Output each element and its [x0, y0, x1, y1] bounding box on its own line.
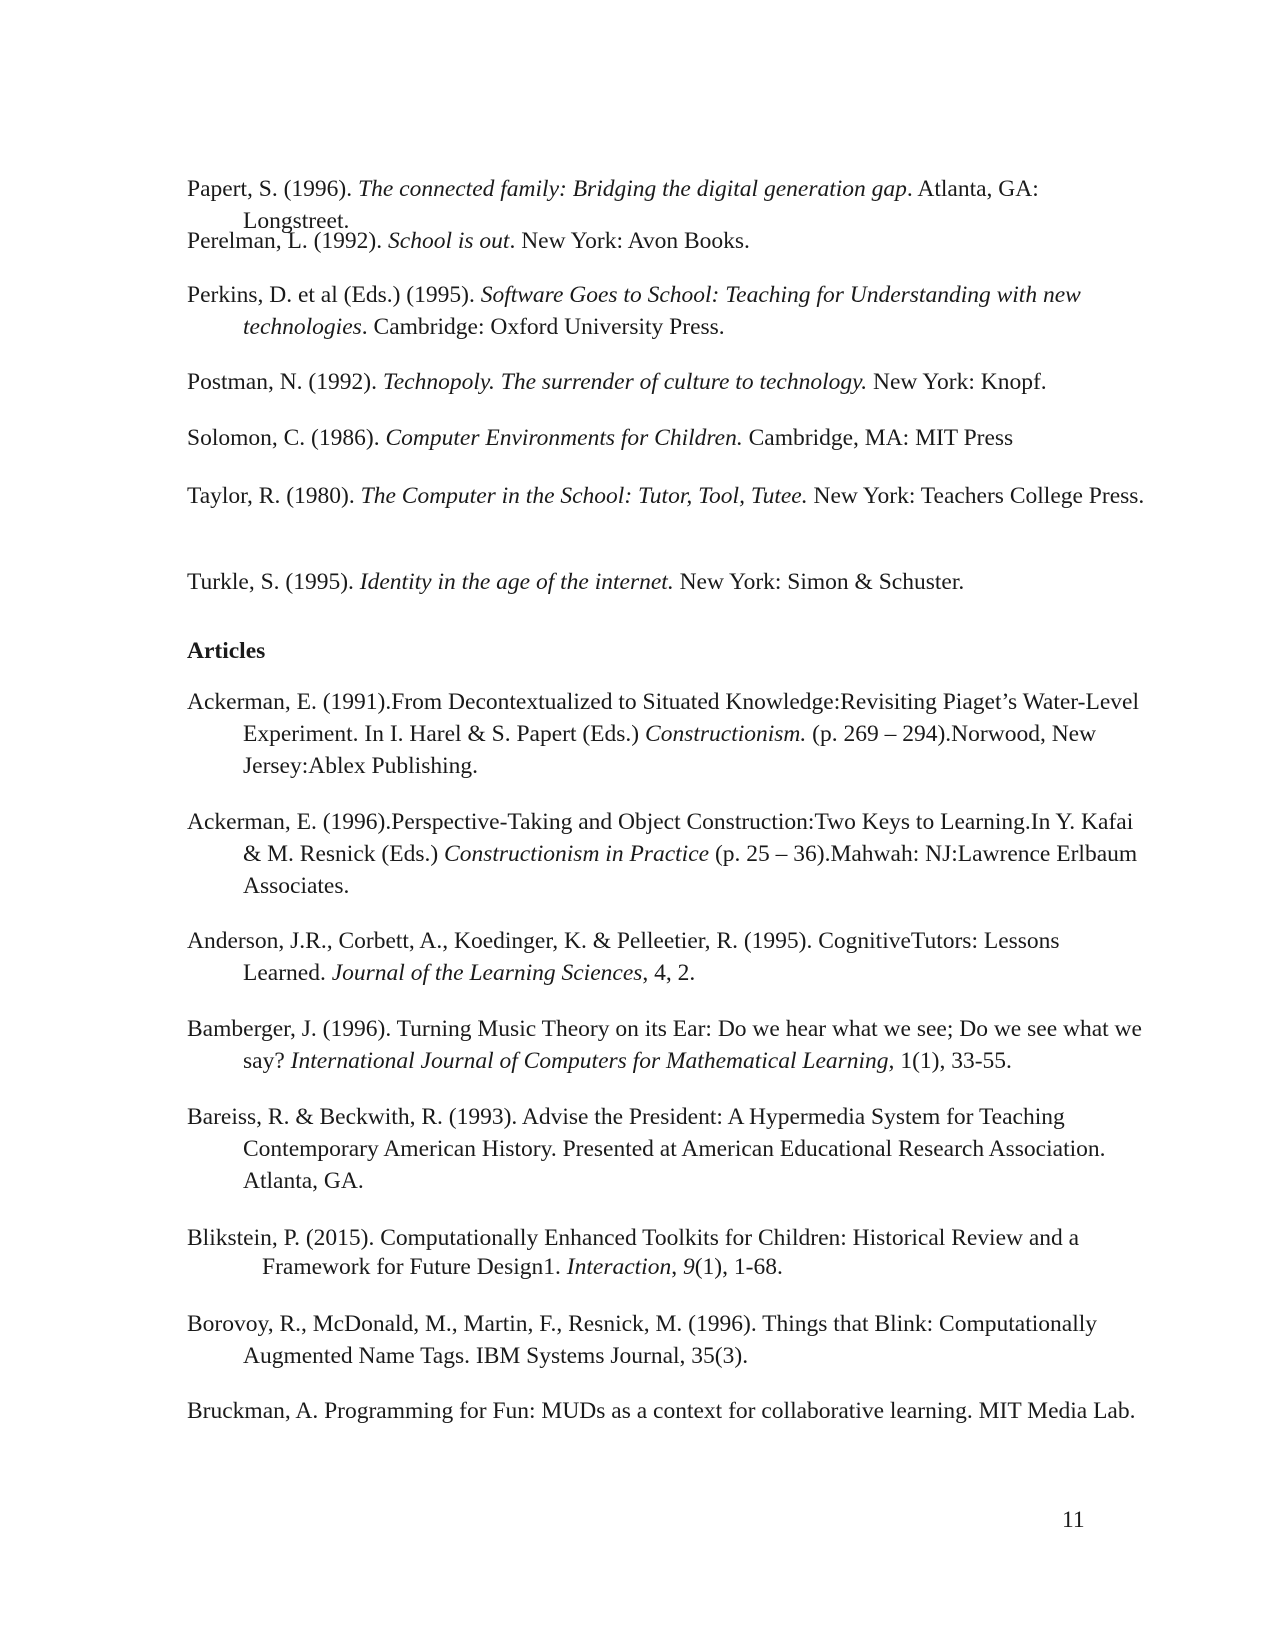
reference-title: Constructionism. — [645, 721, 807, 747]
reference-text: New York: Simon & Schuster. — [673, 569, 965, 595]
reference-title: Identity in the age of the internet. — [359, 569, 674, 595]
reference-text: 1(1), 33-55. — [894, 1048, 1012, 1074]
reference-text: Solomon, C. (1986). — [187, 425, 386, 451]
reference-text: . Atlanta, GA: Longstreet. — [243, 176, 1039, 234]
page-number: 11 — [1062, 1507, 1085, 1533]
reference-text: Cambridge, MA: MIT Press — [742, 425, 1014, 451]
reference-entry — [187, 422, 1148, 454]
reference-entry — [187, 1013, 1148, 1077]
reference-text: Borovoy, R., McDonald, M., Martin, F., Resnick, M. (1996). Things that Blink: Computationally Augmented Name Tags. IBM Systems Journal, 35(3). — [187, 1311, 1098, 1369]
reference-text: (p. 269 – 294).Norwood, New Jersey:Ablex Publishing. — [243, 721, 1097, 779]
reference-entry — [187, 1101, 1148, 1197]
reference-text: . New York: Avon Books. — [509, 228, 750, 254]
reference-volume: 9 — [682, 1254, 695, 1280]
reference-text: Bamberger, J. (1996). Turning Music Theory on its Ear: Do we hear what we see; Do we see what we say? — [187, 1016, 1142, 1074]
reference-entry — [187, 279, 1148, 343]
reference-text: Bruckman, A. Programming for Fun: MUDs as a context for collaborative learning. MIT Media Lab. — [187, 1398, 1136, 1424]
reference-title: The connected family: Bridging the digital generation gap — [358, 176, 907, 202]
reference-text: Papert, S. (1996). — [187, 176, 359, 202]
reference-title: Technopoly. The surrender of culture to technology. — [382, 369, 868, 395]
reference-title: The Computer in the School: Tutor, Tool, Tutee. — [360, 483, 808, 509]
reference-entry — [187, 480, 1148, 512]
reference-title: Journal of the Learning Sciences — [331, 960, 643, 986]
reference-title: Software Goes to School: Teaching for Understanding with new technologies — [243, 282, 1081, 340]
reference-text: Perelman, L. (1992). — [187, 228, 389, 254]
reference-text: New York: Knopf. — [867, 369, 1047, 395]
reference-text: Postman, N. (1992). — [187, 369, 383, 395]
reference-text: . Cambridge: Oxford University Press. — [361, 314, 725, 340]
reference-entry — [187, 686, 1148, 782]
reference-entry — [187, 925, 1148, 989]
reference-title: International Journal of Computers for Mathematical Learning, — [290, 1048, 895, 1074]
reference-text: Taylor, R. (1980). — [187, 483, 361, 509]
reference-entry — [187, 1224, 1167, 1282]
reference-text: Turkle, S. (1995). — [187, 569, 360, 595]
reference-title: Computer Environments for Children. — [385, 425, 743, 451]
reference-text: , — [671, 1254, 683, 1280]
reference-entry — [187, 806, 1148, 902]
reference-entry — [187, 1308, 1148, 1372]
reference-text: (1), 1-68. — [694, 1254, 783, 1280]
reference-text: Anderson, J.R., Corbett, A., Koedinger, K. & Pelleetier, R. (1995). CognitiveTutors: Lessons Learned. — [187, 928, 1060, 986]
reference-text: Perkins, D. et al (Eds.) (1995). — [187, 282, 481, 308]
reference-text: (p. 25 – 36).Mahwah: NJ:Lawrence Erlbaum Associates. — [243, 841, 1138, 899]
reference-text: Blikstein, P. (2015). Computationally Enhanced Toolkits for Children: Historical Review and a Framework for Future Design1. — [187, 1225, 1080, 1280]
reference-text: Ackerman, E. (1996).Perspective-Taking and Object Construction:Two Keys to Learning.In Y. Kafai & M. Resnick (Eds.) — [187, 809, 1134, 867]
section-heading-articles: Articles — [187, 638, 266, 664]
reference-entry — [187, 1395, 1148, 1427]
reference-entry — [187, 366, 1148, 398]
reference-text: Ackerman, E. (1991).From Decontextualized to Situated Knowledge:Revisiting Piaget’s Water-Level Experiment. In I. Harel & S. Papert (Eds.) — [187, 689, 1139, 747]
reference-title: School is out — [388, 228, 510, 254]
reference-text: , 4, 2. — [642, 960, 696, 986]
reference-entry — [187, 566, 1148, 598]
reference-title: Constructionism in Practice — [444, 841, 710, 867]
reference-text: Bareiss, R. & Beckwith, R. (1993). Advise the President: A Hypermedia System for Teaching Contemporary American History. Presented at American Educational Research Association. Atlanta, GA. — [187, 1104, 1106, 1194]
reference-text: New York: Teachers College Press. — [807, 483, 1145, 509]
reference-title: Interaction — [566, 1254, 672, 1280]
reference-entry — [187, 225, 1148, 257]
